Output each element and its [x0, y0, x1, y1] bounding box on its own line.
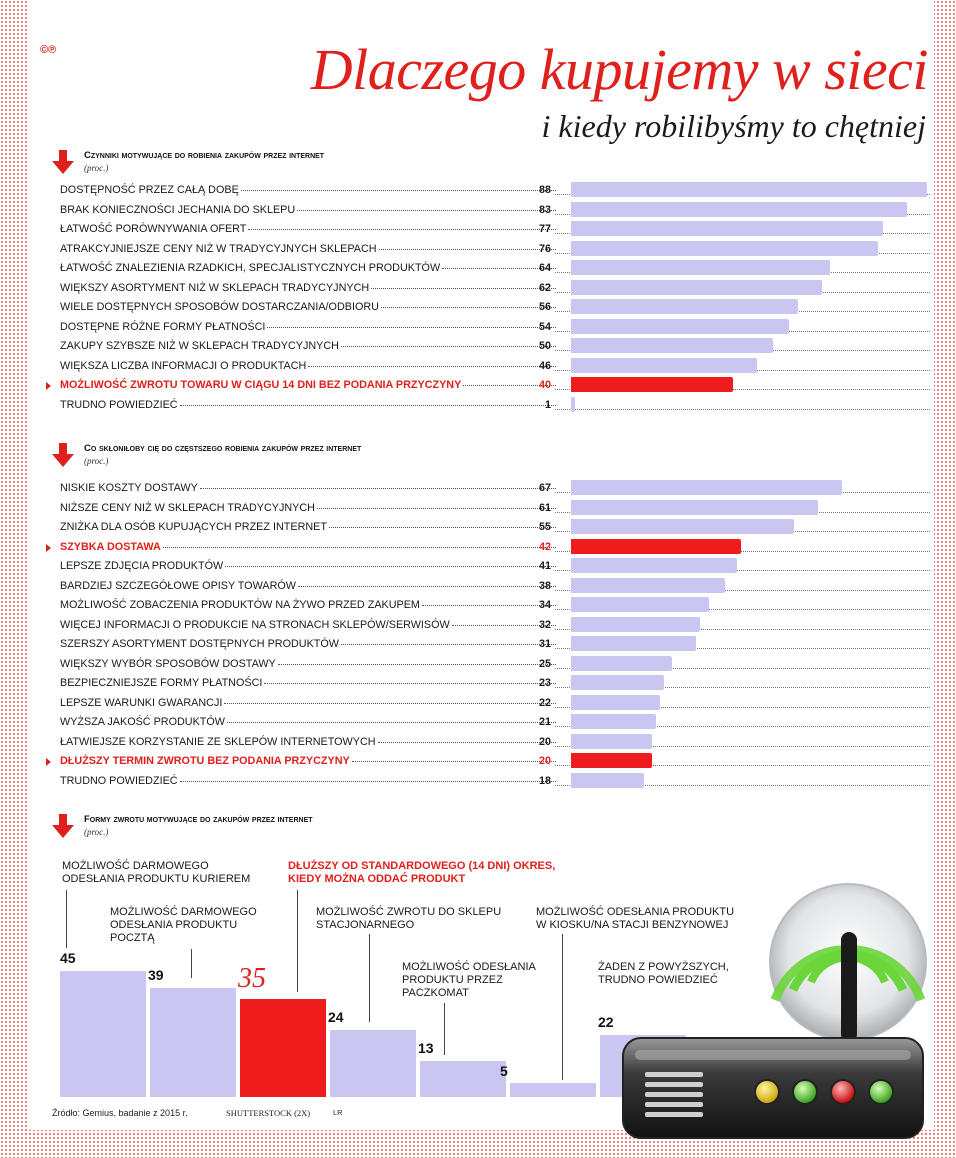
author-initials: LR	[333, 1108, 343, 1117]
section-2-title: Co skłoniłoby cię do częstszego robienia zakupów przez internet	[84, 443, 362, 454]
value-label: 38	[538, 579, 551, 592]
bar-row	[58, 499, 930, 519]
bar	[571, 695, 660, 710]
category-label-group	[60, 301, 558, 313]
category-label-group	[60, 243, 558, 255]
bar-row	[58, 752, 930, 772]
category-label-group	[60, 658, 558, 670]
category-label-group	[60, 340, 558, 352]
category-label-group	[60, 204, 558, 216]
bar-row	[58, 635, 930, 655]
value-label: 21	[538, 716, 551, 728]
category-label: ŁATWOŚĆ PORÓWNYWANIA OFERT	[60, 223, 247, 235]
column-bar	[510, 1083, 596, 1097]
column-bar	[60, 971, 146, 1097]
bar	[571, 260, 830, 275]
down-arrow-icon	[52, 150, 74, 174]
category-label-group	[60, 775, 558, 787]
bar	[571, 500, 818, 515]
bar	[571, 299, 798, 314]
category-label-group	[60, 360, 558, 372]
category-label-group	[60, 282, 558, 294]
bar-row	[58, 201, 930, 221]
router-icon	[615, 850, 945, 1150]
category-label-group	[60, 755, 558, 767]
category-label: NISKIE KOSZTY DOSTAWY	[60, 482, 198, 494]
bar	[571, 617, 700, 632]
section-2-unit: (proc.)	[84, 456, 109, 466]
down-arrow-icon	[52, 443, 74, 467]
section-3-unit: (proc.)	[84, 827, 109, 837]
category-label-group	[60, 638, 558, 650]
bar	[571, 773, 644, 788]
value-label: 76	[538, 242, 551, 255]
bar-row	[58, 674, 930, 694]
bar-row	[58, 655, 930, 675]
section-1-unit: (proc.)	[84, 163, 109, 173]
category-label-group	[60, 560, 558, 572]
value-label: 40	[538, 379, 551, 391]
category-label: WIĘKSZA LICZBA INFORMACJI O PRODUKTACH	[60, 359, 307, 372]
bar-row	[58, 557, 930, 577]
category-label: WIELE DOSTĘPNYCH SPOSOBÓW DOSTARCZANIA/ODBIORU	[60, 301, 379, 313]
category-label: SZERSZY ASORTYMENT DOSTĘPNYCH PRODUKTÓW	[60, 638, 339, 650]
leader-line	[191, 949, 192, 978]
category-label: ŁATWIEJSZE KORZYSTANIE ZE SKLEPÓW INTERNETOWYCH	[60, 735, 376, 748]
bar	[571, 597, 709, 612]
bar	[571, 734, 652, 749]
bar	[571, 636, 696, 651]
bar-row	[58, 181, 930, 201]
bar-row	[58, 713, 930, 733]
category-label: TRUDNO POWIEDZIEĆ	[60, 774, 178, 787]
column-bar	[150, 988, 236, 1097]
category-label: BRAK KONIECZNOŚCI JECHANIA DO SKLEPU	[60, 203, 296, 216]
bar	[571, 377, 733, 392]
bar	[571, 656, 672, 671]
value-label: 77	[538, 223, 551, 235]
category-label-group	[60, 599, 558, 611]
column-category-label: DŁUŻSZY OD STANDARDOWEGO (14 DNI) OKRES, KIEDY MOŻNA ODDAĆ PRODUKT	[288, 860, 556, 885]
column-value-label: 45	[60, 950, 76, 966]
category-label-group	[60, 697, 558, 709]
value-label: 62	[538, 281, 551, 294]
bar-row	[58, 577, 930, 597]
value-label: 42	[538, 540, 551, 553]
value-label: 31	[538, 638, 551, 650]
leader-line	[66, 890, 67, 948]
category-label: MOŻLIWOŚĆ ZWROTU TOWARU W CIĄGU 14 DNI BEZ PODANIA PRZYCZYNY	[60, 379, 462, 391]
category-label-group	[60, 716, 558, 728]
bar-row	[58, 772, 930, 792]
category-label: TRUDNO POWIEDZIEĆ	[60, 398, 178, 411]
bar-row	[58, 337, 930, 357]
value-label: 46	[538, 359, 551, 372]
category-label: DOSTĘPNOŚĆ PRZEZ CAŁĄ DOBĘ	[60, 184, 239, 196]
column-bar	[240, 999, 326, 1097]
column-category-label: ŻADEN Z POWYŻSZYCH, TRUDNO POWIEDZIEĆ	[598, 961, 729, 986]
value-label: 18	[538, 774, 551, 787]
column-value-label: 22	[598, 1014, 614, 1031]
page-subtitle: i kiedy robilibyśmy to chętniej	[541, 108, 926, 144]
category-label-group	[60, 619, 558, 631]
value-label: 88	[538, 184, 551, 196]
section-3-title: Formy zwrotu motywujące do zakupów przez internet	[84, 814, 313, 825]
bar-row	[58, 298, 930, 318]
bar-row	[58, 733, 930, 753]
photo-credit: SHUTTERSTOCK (2X)	[226, 1108, 311, 1118]
bar-row	[58, 259, 930, 279]
value-label: 34	[538, 599, 551, 611]
category-label-group	[60, 262, 558, 274]
bar-row	[58, 357, 930, 377]
category-label: NIŻSZE CENY NIŻ W SKLEPACH TRADYCYJNYCH	[60, 501, 315, 514]
value-label: 22	[538, 696, 551, 709]
category-label: LEPSZE ZDJĘCIA PRODUKTÓW	[60, 560, 224, 572]
value-label: 61	[538, 501, 551, 514]
value-label: 41	[538, 560, 551, 572]
bar	[571, 519, 794, 534]
category-label-group	[60, 541, 558, 553]
value-label: 20	[538, 755, 551, 767]
bar	[571, 714, 656, 729]
chart-2-rows	[58, 479, 930, 791]
logo: ©℗	[40, 44, 57, 56]
value-label: 83	[538, 203, 551, 216]
value-label: 32	[538, 618, 551, 631]
category-label-group	[60, 321, 558, 333]
bar	[571, 558, 737, 573]
category-label: ATRAKCYJNIEJSZE CENY NIŻ W TRADYCYJNYCH SKLEPACH	[60, 242, 377, 255]
bar-row	[58, 396, 930, 416]
value-label: 23	[538, 677, 551, 689]
category-label: WIĘKSZY WYBÓR SPOSOBÓW DOSTAWY	[60, 657, 276, 670]
source-note: Źródło: Gemius, badanie z 2015 r.	[52, 1108, 188, 1118]
column-category-label: MOŻLIWOŚĆ ODESŁANIA PRODUKTU W KIOSKU/NA STACJI BENZYNOWEJ	[536, 906, 735, 931]
category-label-group	[60, 736, 558, 748]
bar	[571, 480, 842, 495]
bar-row	[58, 518, 930, 538]
bar	[571, 578, 725, 593]
category-label-group	[60, 580, 558, 592]
category-label-group	[60, 399, 558, 411]
category-label: DŁUŻSZY TERMIN ZWROTU BEZ PODANIA PRZYCZYNY	[60, 755, 350, 767]
column-category-label: MOŻLIWOŚĆ DARMOWEGO ODESŁANIA PRODUKTU POCZTĄ	[110, 906, 257, 944]
category-label: MOŻLIWOŚĆ ZOBACZENIA PRODUKTÓW NA ŻYWO PRZED ZAKUPEM	[60, 599, 420, 611]
bar-row	[58, 220, 930, 240]
column-value-label: 39	[148, 966, 164, 983]
category-label: ZNIŻKA DLA OSÓB KUPUJĄCYCH PRZEZ INTERNET	[60, 521, 327, 533]
leader-line	[297, 890, 298, 992]
category-label: SZYBKA DOSTAWA	[60, 540, 161, 553]
bar	[571, 753, 652, 768]
down-arrow-icon	[52, 814, 74, 838]
bar	[571, 338, 773, 353]
column-bar	[420, 1061, 506, 1097]
category-label-group	[60, 677, 558, 689]
chart-1-rows	[58, 181, 930, 415]
category-label: ŁATWOŚĆ ZNALEZIENIA RZADKICH, SPECJALISTYCZNYCH PRODUKTÓW	[60, 262, 441, 274]
column-category-label: MOŻLIWOŚĆ ZWROTU DO SKLEPU STACJONARNEGO	[316, 906, 502, 931]
category-label: WIĘCEJ INFORMACJI O PRODUKCIE NA STRONACH SKLEPÓW/SERWISÓW	[60, 618, 450, 631]
leader-line	[562, 934, 563, 1080]
category-label-group	[60, 379, 558, 391]
bar-row	[58, 694, 930, 714]
bar-row	[58, 616, 930, 636]
bar	[571, 319, 789, 334]
value-label: 56	[538, 301, 551, 313]
column-value-label: 5	[500, 1063, 508, 1079]
category-label: ZAKUPY SZYBSZE NIŻ W SKLEPACH TRADYCYJNYCH	[60, 340, 339, 352]
bar-row	[58, 376, 930, 396]
bar	[571, 280, 822, 295]
bar	[571, 675, 664, 690]
bar	[571, 358, 757, 373]
category-label-group	[60, 502, 558, 514]
column-category-label: MOŻLIWOŚĆ DARMOWEGO ODESŁANIA PRODUKTU KURIEREM	[62, 860, 251, 885]
value-label: 20	[538, 735, 551, 748]
bar	[571, 539, 741, 554]
bar-row	[58, 538, 930, 558]
category-label: DOSTĘPNE RÓŻNE FORMY PŁATNOŚCI	[60, 320, 266, 333]
bar-row	[58, 318, 930, 338]
category-label-group	[60, 521, 558, 533]
category-label: WYŻSZA JAKOŚĆ PRODUKTÓW	[60, 716, 225, 728]
leader-line	[369, 934, 370, 1022]
leader-line	[444, 1003, 445, 1055]
bar	[571, 397, 575, 412]
bar-row	[58, 479, 930, 499]
column-bar	[330, 1030, 416, 1097]
bar-row	[58, 279, 930, 299]
column-category-label: MOŻLIWOŚĆ ODESŁANIA PRODUKTU PRZEZ PACZKOMAT	[402, 961, 536, 999]
category-label: BARDZIEJ SZCZEGÓŁOWE OPISY TOWARÓW	[60, 579, 296, 592]
section-1-title: Czynniki motywujące do robienia zakupów przez internet	[84, 150, 325, 161]
bar-row	[58, 240, 930, 260]
value-label: 55	[538, 521, 551, 533]
bar	[571, 241, 878, 256]
category-label-group	[60, 482, 558, 494]
value-label: 50	[538, 340, 551, 352]
value-label: 67	[538, 482, 551, 494]
bar-row	[58, 596, 930, 616]
bar	[571, 182, 927, 197]
category-label: LEPSZE WARUNKI GWARANCJI	[60, 696, 223, 709]
value-label: 1	[544, 398, 551, 411]
page-title: Dlaczego kupujemy w sieci	[310, 37, 928, 102]
column-value-label: 35	[238, 963, 266, 994]
category-label-group	[60, 223, 558, 235]
category-label-group	[60, 184, 558, 196]
value-label: 25	[538, 657, 551, 670]
category-label: BEZPIECZNIEJSZE FORMY PŁATNOŚCI	[60, 677, 263, 689]
value-label: 54	[538, 320, 551, 333]
bar-track	[555, 409, 930, 410]
value-label: 64	[538, 262, 551, 274]
column-value-label: 13	[418, 1039, 434, 1056]
bar	[571, 202, 907, 217]
bar	[571, 221, 883, 236]
category-label: WIĘKSZY ASORTYMENT NIŻ W SKLEPACH TRADYCYJNYCH	[60, 281, 370, 294]
column-value-label: 24	[328, 1008, 344, 1025]
